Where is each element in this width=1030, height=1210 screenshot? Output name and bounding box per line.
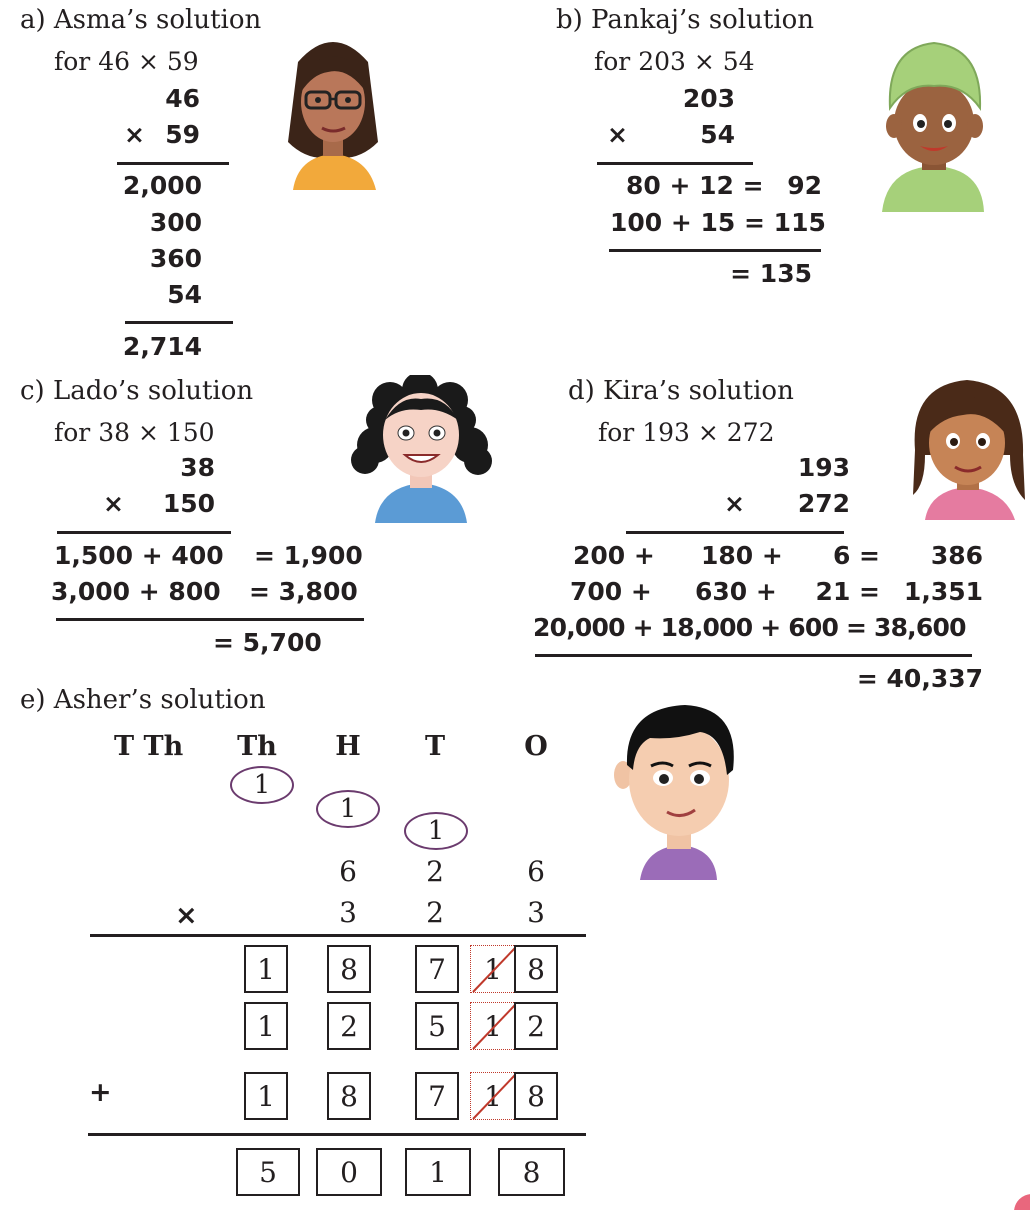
header-hundreds: H [335, 731, 361, 762]
lado-row-2: 3,000 + 800 [51, 577, 221, 606]
kira-rule-2 [535, 654, 972, 657]
lado-total: = 5,700 [213, 628, 322, 657]
kira-row-1-d: 386 [930, 541, 983, 570]
asma-partial-2: 300 [149, 208, 202, 237]
row1-tens: 7 [415, 945, 459, 993]
row3-hundreds: 8 [327, 1072, 371, 1120]
corner-decoration [1010, 1190, 1030, 1210]
pankaj-multiplicand: 203 [682, 84, 735, 113]
kira-row-1-a: 200 + [573, 541, 655, 570]
strike-mark [471, 946, 517, 994]
asher-rule-2 [88, 1133, 586, 1136]
lado-row-1-result: = 1,900 [254, 541, 363, 570]
kira-avatar [905, 375, 1030, 520]
pankaj-row-1-value: 92 [787, 171, 822, 200]
kira-problem: for 193 × 272 [598, 418, 775, 447]
kira-row-2-c: 21 = [815, 577, 880, 606]
row1-ones: 8 [514, 945, 558, 993]
asma-problem: for 46 × 59 [54, 47, 199, 76]
result-hundreds: 0 [316, 1148, 382, 1196]
pankaj-total: = 135 [730, 259, 812, 288]
asma-avatar [268, 22, 398, 192]
row2-ones: 2 [514, 1002, 558, 1050]
asher-rule-1 [90, 934, 586, 937]
asma-title: a) Asma’s solution [20, 5, 262, 35]
lado-row-2-result: = 3,800 [249, 577, 358, 606]
asma-times-sign: × [124, 120, 145, 149]
kira-total: = 40,337 [856, 664, 983, 693]
plus-sign: + [89, 1077, 112, 1108]
row3-carry-digit: 1 [484, 1079, 502, 1113]
kira-multiplicand: 193 [797, 453, 850, 482]
asma-rule-2 [125, 321, 233, 324]
pankaj-rule-1 [597, 162, 753, 165]
multiplier-tens: 2 [426, 896, 444, 929]
result-tens: 1 [405, 1148, 471, 1196]
header-ten-thousands: T Th [114, 731, 184, 762]
multiplier-ones: 3 [527, 896, 545, 929]
kira-row-1-c: 6 = [832, 541, 880, 570]
result-thousands: 5 [236, 1148, 300, 1196]
lado-times-sign: × [103, 489, 124, 518]
row1-hundreds: 8 [327, 945, 371, 993]
asma-rule-1 [117, 162, 229, 165]
lado-rule-1 [57, 531, 231, 534]
lado-title: c) Lado’s solution [20, 376, 254, 406]
asma-partial-4: 54 [167, 280, 202, 309]
kira-times-sign: × [724, 489, 745, 518]
asher-title: e) Asher’s solution [20, 685, 266, 715]
kira-row-2-a: 700 + [570, 577, 652, 606]
row1-carry-crossed [470, 945, 516, 993]
kira-row-1-b: 180 + [701, 541, 783, 570]
row2-thousands: 1 [244, 1002, 288, 1050]
asma-multiplicand: 46 [165, 84, 200, 113]
row2-tens: 5 [415, 1002, 459, 1050]
pankaj-problem: for 203 × 54 [594, 47, 755, 76]
result-ones: 8 [498, 1148, 565, 1196]
asma-total: 2,714 [122, 332, 202, 361]
row2-carry-digit: 1 [484, 1009, 502, 1043]
multiplicand-hundreds: 6 [339, 855, 357, 888]
lado-avatar [350, 375, 492, 523]
kira-row-2-b: 630 + [695, 577, 777, 606]
kira-row-3: 20,000 + 18,000 + 600 = 38,600 [533, 613, 966, 642]
row2-carry-crossed [470, 1002, 516, 1050]
multiplicand-ones: 6 [527, 855, 545, 888]
pankaj-title: b) Pankaj’s solution [556, 5, 815, 35]
row3-tens: 7 [415, 1072, 459, 1120]
kira-row-2-d: 1,351 [903, 577, 983, 606]
asma-partial-1: 2,000 [122, 171, 202, 200]
header-ones: O [524, 731, 548, 762]
row3-thousands: 1 [244, 1072, 288, 1120]
strike-mark [471, 1003, 517, 1051]
row3-carry-crossed [470, 1072, 516, 1120]
kira-rule-1 [626, 531, 844, 534]
row1-carry-digit: 1 [484, 952, 502, 986]
carry-tens: 1 [404, 812, 468, 850]
pankaj-avatar [872, 28, 997, 212]
kira-multiplier: 272 [797, 489, 850, 518]
header-thousands: Th [237, 731, 277, 762]
row3-ones: 8 [514, 1072, 558, 1120]
asher-avatar [605, 700, 745, 880]
pankaj-rule-2 [609, 249, 821, 252]
strike-mark [471, 1073, 517, 1121]
lado-rule-2 [56, 618, 364, 621]
pankaj-multiplier: 54 [700, 120, 735, 149]
carry-thousands: 1 [230, 766, 294, 804]
lado-multiplier: 150 [162, 489, 215, 518]
pankaj-row-1: 80 + 12 = [626, 171, 764, 200]
asma-partial-3: 360 [149, 244, 202, 273]
pankaj-row-2: 100 + 15 = 115 [610, 208, 826, 237]
carry-hundreds: 1 [316, 790, 380, 828]
multiplicand-tens: 2 [426, 855, 444, 888]
multiplier-hundreds: 3 [339, 896, 357, 929]
lado-multiplicand: 38 [180, 453, 215, 482]
asma-multiplier: 59 [165, 120, 200, 149]
kira-title: d) Kira’s solution [568, 376, 794, 406]
lado-problem: for 38 × 150 [54, 418, 215, 447]
row2-hundreds: 2 [327, 1002, 371, 1050]
asher-times-sign: × [175, 900, 198, 931]
lado-row-1: 1,500 + 400 [54, 541, 224, 570]
pankaj-times-sign: × [607, 120, 628, 149]
header-tens: T [424, 731, 446, 762]
row1-thousands: 1 [244, 945, 288, 993]
